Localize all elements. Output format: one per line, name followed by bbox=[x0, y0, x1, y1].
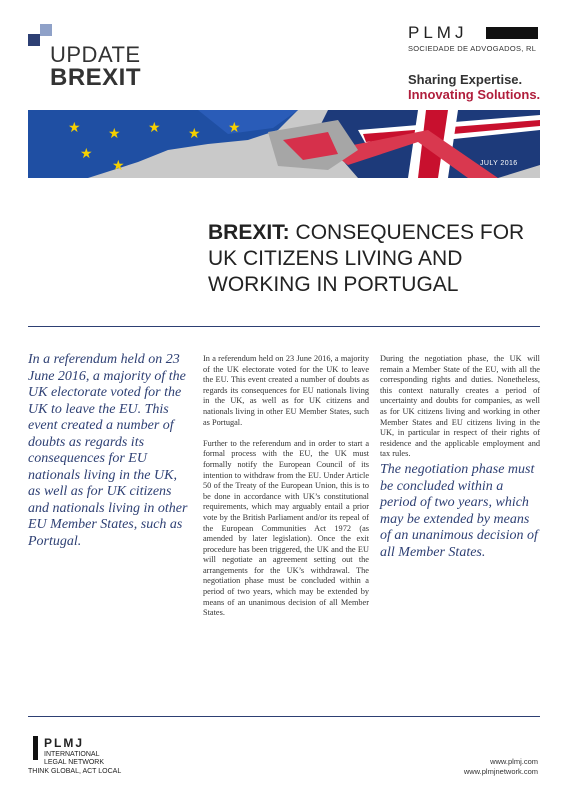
article-title bbox=[208, 220, 538, 298]
svg-text:★: ★ bbox=[148, 120, 161, 136]
svg-text:★: ★ bbox=[108, 126, 121, 142]
body-column-2 bbox=[203, 354, 369, 629]
firm-logo-bar bbox=[486, 27, 538, 39]
banner-image bbox=[28, 110, 540, 178]
update-label: UPDATE bbox=[50, 42, 141, 67]
flag-puzzle-illustration bbox=[28, 110, 540, 178]
title-line1: CONSEQUENCES FOR bbox=[289, 221, 525, 244]
brexit-label: BREXIT bbox=[50, 64, 142, 91]
title-bold: BREXIT: bbox=[208, 221, 290, 244]
tagline-line2: Innovating Solutions. bbox=[408, 87, 541, 102]
pull-quote: The negotiation phase must be concluded within a period of two years, which may be extended by means of an unanimous decision of all Member States. bbox=[380, 462, 538, 560]
lead-paragraph: In a referendum held on 23 June 2016, a majority of the UK electorate voted for the UK to leave the EU. This event created a number of doubts as regards its consequences for EU nationals living in the UK, as well as for UK citizens and nationals living in other EU Member States, such as Portugal. bbox=[28, 352, 188, 549]
footer-network-line1: INTERNATIONAL bbox=[44, 751, 100, 758]
body-paragraph: During the negotiation phase, the UK will remain a Member State of the EU, with all the corresponding rights and duties. Nonetheless, this context naturally creates a period of uncertainty and doubts for companies, as well as for UK citizens living and working in other Member States and EU citizens living in the UK, in particular in respect of their rights of residence and the applicable employment and tax rules. bbox=[380, 354, 540, 459]
svg-text:★: ★ bbox=[80, 146, 93, 162]
issue-date: JULY 2016 bbox=[480, 160, 518, 167]
body-column-3 bbox=[380, 354, 540, 471]
title-line2: UK CITIZENS LIVING AND bbox=[208, 247, 463, 270]
body-paragraph: In a referendum held on 23 June 2016, a majority of the UK electorate voted for the UK to leave the EU. This event created a number of doubts as regards its consequences for EU nationals living in the UK, as well as for UK citizens and nationals living in other EU Member States, such as Portugal. bbox=[203, 354, 369, 427]
svg-text:★: ★ bbox=[68, 120, 81, 136]
firm-subtitle: SOCIEDADE DE ADVOGADOS, RL bbox=[408, 44, 537, 53]
footer-logo-bar bbox=[33, 736, 38, 760]
footer-network-line2: LEGAL NETWORK bbox=[44, 759, 105, 766]
top-divider bbox=[28, 326, 540, 327]
logo-square-dark bbox=[28, 34, 40, 46]
firm-logo-text: PLMJ bbox=[408, 23, 468, 42]
bottom-divider bbox=[28, 716, 540, 717]
svg-text:★: ★ bbox=[112, 158, 125, 174]
tagline-line1: Sharing Expertise. bbox=[408, 72, 523, 87]
title-line3: WORKING IN PORTUGAL bbox=[208, 273, 459, 296]
logo-square-light bbox=[40, 24, 52, 36]
website-link-network[interactable]: www.plmjnetwork.com bbox=[463, 767, 538, 776]
svg-text:★: ★ bbox=[188, 126, 201, 142]
footer-brand: PLMJ bbox=[44, 736, 85, 750]
body-paragraph: Further to the referendum and in order to start a formal process with the EU, the UK must formally notify the European Council of its intention to withdraw from the EU. Under Article 50 of the Treaty of the European Union, this is to be done in accordance with UK’s constitutional requirements, which may arguably entail a prior vote by the British Parliament and/or its repeal of the European Communities Act 1972 (as amended by later legislation). Once the exit procedure has been triggered, the UK and the EU will negotiate an agreement setting out the arrangements for the UK’s withdrawal. The negotiation phase must be concluded within a period of two years, which may be extended by means of an unanimous decision of all Member States. bbox=[203, 438, 369, 618]
website-link-plmj[interactable]: www.plmj.com bbox=[490, 757, 538, 766]
svg-text:★: ★ bbox=[228, 120, 241, 136]
footer-slogan: THINK GLOBAL, ACT LOCAL bbox=[28, 768, 122, 775]
